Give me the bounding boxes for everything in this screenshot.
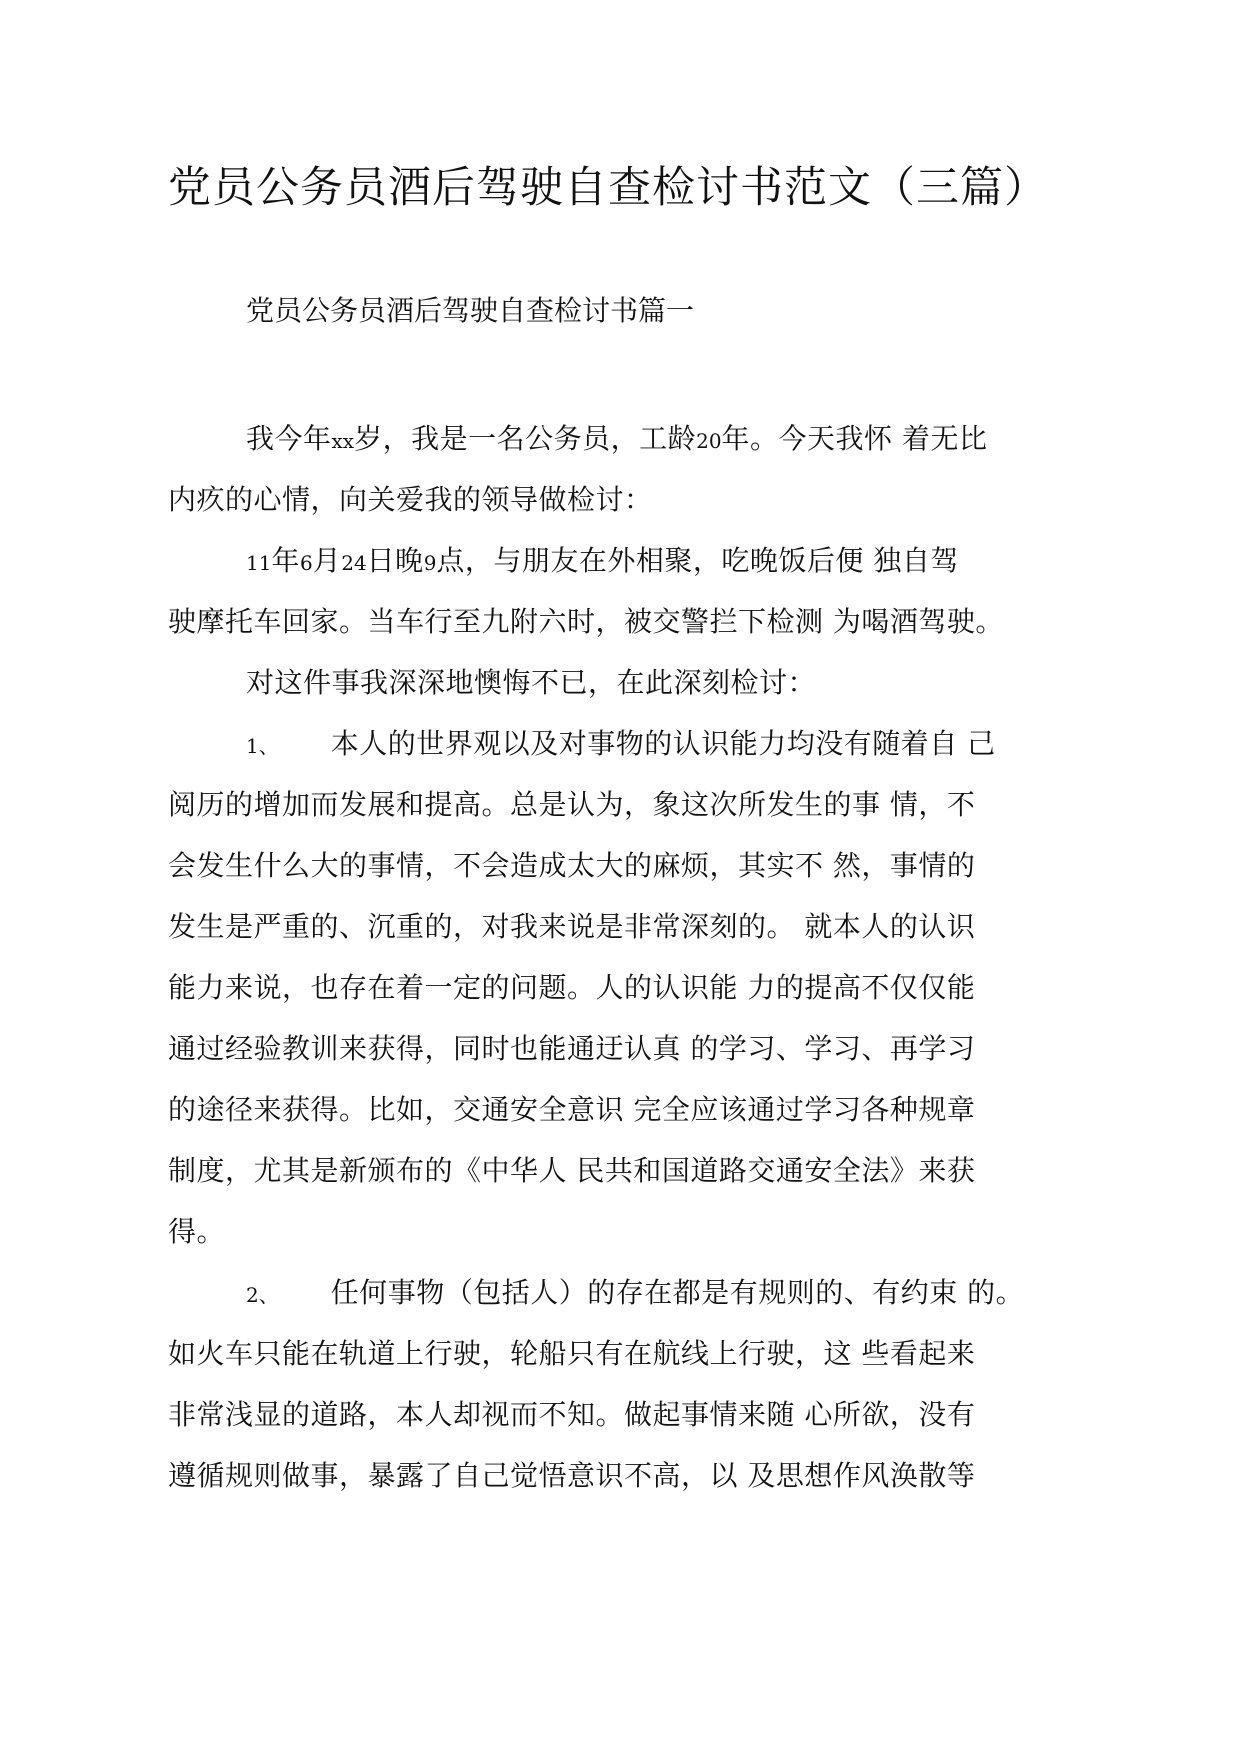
text-span: 11 (246, 551, 272, 575)
text-span: 岁，我是一名公务员，工龄 (354, 422, 697, 455)
text-span: 任何事物（包括人）的存在都是有规则的、有约束 的。 (330, 1276, 1025, 1309)
text-line (168, 1079, 1088, 1140)
text-line (168, 957, 1088, 1018)
text-line (168, 1262, 1088, 1323)
text-span: 年 (271, 544, 300, 577)
text-line (168, 652, 1088, 713)
text-span: 月 (312, 544, 342, 577)
text-line (168, 1018, 1088, 1079)
text-span: 驶摩托车回家。当车行至九附六时，被交警拦下检测 为喝酒驾驶。 (168, 605, 1004, 638)
text-span: 24 (341, 551, 367, 575)
text-span: 内疚的心情，向关爱我的领导做检讨： (168, 483, 653, 516)
text-span: 9 (423, 551, 437, 575)
text-line (168, 1384, 1088, 1445)
text-span: 发生是严重的、沉重的，对我来说是非常深刻的。 就本人的认识 (168, 910, 976, 943)
text-line (168, 896, 1088, 957)
text-span: 我今年 (246, 422, 332, 455)
document-body (168, 408, 1088, 1506)
text-line (168, 591, 1088, 652)
text-span: 制度，尤其是新颁布的《中华人 民共和国道路交通安全法》来获 (168, 1154, 976, 1187)
text-span: 得。 (168, 1215, 226, 1248)
text-line (168, 1323, 1088, 1384)
text-line (168, 1445, 1088, 1506)
text-line (168, 530, 1088, 591)
text-span: 通过经验教训来获得，同时也能通迂认真 的学习、学习、再学习 (168, 1032, 976, 1065)
text-span: 如火车只能在轨道上行驶，轮船只有在航线上行驶，这 些看起来 (168, 1337, 976, 1370)
text-line (168, 1201, 1088, 1262)
list-number: 1、 (246, 734, 279, 758)
text-line (168, 1140, 1088, 1201)
text-span: 20 (696, 429, 722, 453)
section-heading: 党员公务员酒后驾驶自查检讨书篇一 (246, 294, 695, 327)
text-span: 本人的世界观以及对事物的认识能力均没有随着自 己 (330, 727, 996, 760)
text-span: 阅历的增加而发展和提高。总是认为，象这次所发生的事 情，不 (168, 788, 976, 821)
text-span: 非常浅显的道路，本人却视而不知。做起事情来随 心所欲，没有 (168, 1398, 976, 1431)
text-line (168, 469, 1088, 530)
text-span: xx (331, 429, 355, 453)
text-span: 的途径来获得。比如，交通安全意识 完全应该通过学习各种规章 (168, 1093, 976, 1126)
text-line (168, 774, 1088, 835)
document-title: 党员公务员酒后驾驶自查检讨书范文（三篇） (168, 163, 1048, 213)
text-line (168, 408, 1088, 469)
text-line (168, 713, 1088, 774)
text-span: 年。今天我怀 着无比 (721, 422, 988, 455)
text-span: 点，与朋友在外相聚，吃晚饭后便 独自驾 (436, 544, 959, 577)
text-span: 遵循规则做事，暴露了自己觉悟意识不高，以 及思想作风涣散等 (168, 1459, 976, 1492)
text-span: 对这件事我深深地懊悔不已，在此深刻检讨： (246, 666, 817, 699)
text-span: 日晚 (366, 544, 424, 577)
list-number: 2、 (246, 1283, 279, 1307)
text-span: 能力来说，也存在着一定的问题。人的认识能 力的提高不仅仅能 (168, 971, 976, 1004)
text-span: 6 (299, 551, 313, 575)
text-span: 会发生什么大的事情，不会造成太大的麻烦，其实不 然，事情的 (168, 849, 976, 882)
text-line (168, 835, 1088, 896)
